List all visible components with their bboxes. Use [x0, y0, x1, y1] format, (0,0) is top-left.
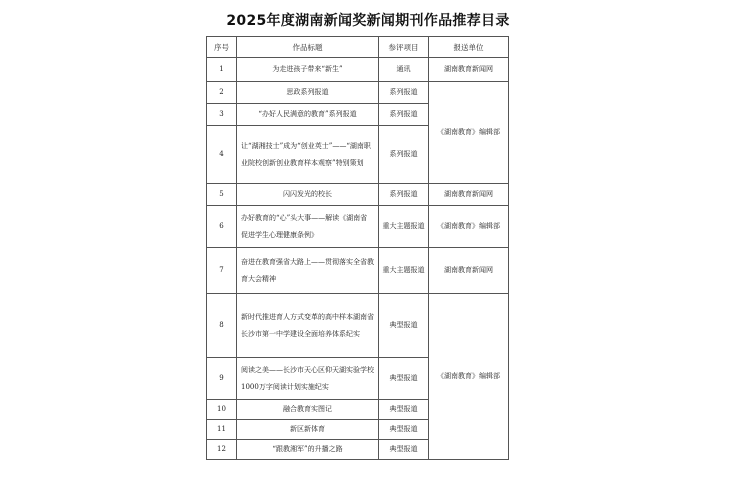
table-row [207, 294, 509, 358]
row-category: 典型报道 [379, 400, 429, 420]
header-unit: 报送单位 [429, 37, 509, 58]
row-no: 6 [207, 206, 237, 248]
table-row [207, 184, 509, 206]
row-category: 系列报道 [379, 82, 429, 104]
row-category: 典型报道 [379, 294, 429, 358]
row-work: 思政系列报道 [237, 82, 379, 104]
row-work: “跟教湘军”的升播之路 [237, 440, 379, 460]
row-category: 系列报道 [379, 184, 429, 206]
row-unit: 湖南教育新闻网 [429, 58, 509, 82]
row-category: 通讯 [379, 58, 429, 82]
row-unit: 《湖南教育》编辑部 [429, 206, 509, 248]
row-no: 3 [207, 104, 237, 126]
row-work: 奋进在教育强省大路上——贯彻落实全省教育大会精神 [237, 248, 379, 294]
table-row [207, 248, 509, 294]
row-work: 办好教育的“心”头大事——解读《湖南省促进学生心理健康条例》 [237, 206, 379, 248]
header-no: 序号 [207, 37, 237, 58]
row-no: 2 [207, 82, 237, 104]
row-work: 让“湖湘技士”成为“创业英士”——“湖南职业院校创新创业教育样本观察”特别策划 [237, 126, 379, 184]
row-no: 8 [207, 294, 237, 358]
row-unit: 湖南教育新闻网 [429, 184, 509, 206]
row-work: 融合教育实图记 [237, 400, 379, 420]
header-category: 参评项目 [379, 37, 429, 58]
row-category: 典型报道 [379, 440, 429, 460]
row-work: 新时代推进育人方式变革的高中样本湖南省长沙市第一中学建设全面培养体系纪实 [237, 294, 379, 358]
row-no: 5 [207, 184, 237, 206]
row-work: 阅读之美——长沙市天心区仰天湖实验学校1000万字阅读计划实施纪实 [237, 358, 379, 400]
header-work: 作品标题 [237, 37, 379, 58]
row-unit: 《湖南教育》编辑部 [429, 82, 509, 184]
row-no: 11 [207, 420, 237, 440]
row-category: 典型报道 [379, 420, 429, 440]
row-category: 典型报道 [379, 358, 429, 400]
row-work: “办好人民满意的教育”系列报道 [237, 104, 379, 126]
table-row [207, 82, 509, 104]
row-work: 新区新体育 [237, 420, 379, 440]
row-category: 系列报道 [379, 104, 429, 126]
row-no: 12 [207, 440, 237, 460]
row-unit: 《湖南教育》编辑部 [429, 294, 509, 460]
table-row [207, 58, 509, 82]
row-no: 1 [207, 58, 237, 82]
row-no: 7 [207, 248, 237, 294]
row-no: 4 [207, 126, 237, 184]
table-row [207, 206, 509, 248]
row-work: 为走进孩子带来“新生” [237, 58, 379, 82]
row-category: 重大主题报道 [379, 248, 429, 294]
row-category: 重大主题报道 [379, 206, 429, 248]
row-work: 闪闪发光的校长 [237, 184, 379, 206]
row-no: 9 [207, 358, 237, 400]
document-title: 2025年度湖南新闻奖新闻期刊作品推荐目录 [226, 13, 510, 29]
row-category: 系列报道 [379, 126, 429, 184]
row-no: 10 [207, 400, 237, 420]
table-header-row [207, 37, 509, 58]
works-table [206, 36, 509, 460]
row-unit: 湖南教育新闻网 [429, 248, 509, 294]
